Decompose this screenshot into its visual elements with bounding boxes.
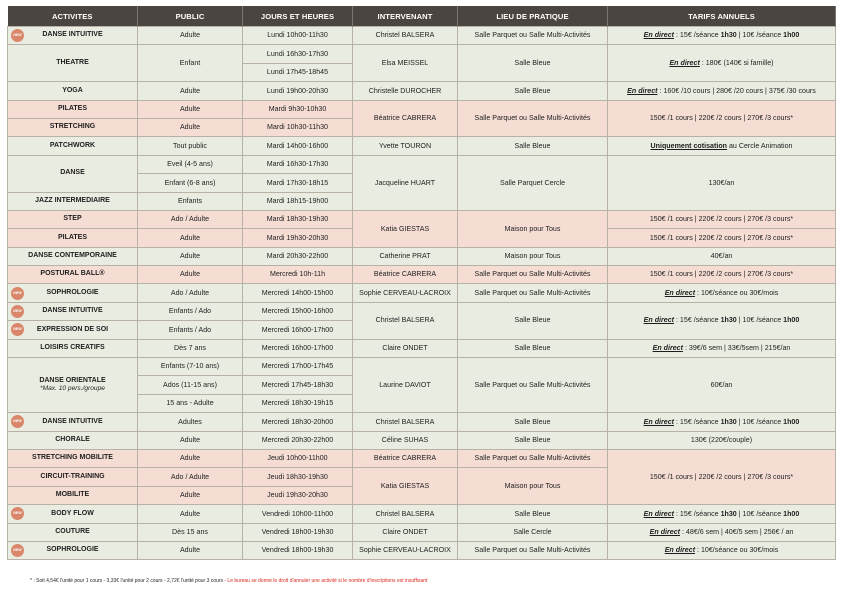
public-cell: Adulte bbox=[138, 266, 243, 284]
activity-cell: DANSE ORIENTALE *Max. 10 pers./groupe bbox=[8, 358, 138, 413]
time-cell: Lundi 16h30-17h30 bbox=[243, 45, 353, 63]
table-row bbox=[8, 100, 836, 118]
activity-cell: CHORALE bbox=[8, 431, 138, 449]
location-cell: Salle Bleue bbox=[458, 302, 608, 339]
price-cell: 150€ /1 cours | 220€ /2 cours | 270€ /3 cours* bbox=[608, 229, 836, 247]
instructor-cell: Catherine PRAT bbox=[353, 247, 458, 265]
public-cell: Enfants (7-10 ans) bbox=[138, 358, 243, 376]
new-badge-icon: NEW bbox=[11, 29, 24, 42]
time-cell: Mercredi 20h30-22h00 bbox=[243, 431, 353, 449]
public-cell: Enfant (6-8 ans) bbox=[138, 174, 243, 192]
price-cell: En direct : 15€ /séance 1h30 | 10€ /séance 1h00 bbox=[608, 27, 836, 45]
activity-cell: NEW DANSE INTUITIVE bbox=[8, 413, 138, 431]
activity-cell: THEATRE bbox=[8, 45, 138, 82]
price-cell: En direct : 48€/6 sem | 40€/5 sem | 256€ / an bbox=[608, 523, 836, 541]
instructor-cell: Christelle DUROCHER bbox=[353, 82, 458, 100]
price-cell: En direct : 39€/6 sem | 33€/5sem | 215€/an bbox=[608, 339, 836, 357]
activity-cell: NEW EXPRESSION DE SOI bbox=[8, 321, 138, 339]
table-row bbox=[8, 266, 836, 284]
public-cell: Ado / Adulte bbox=[138, 284, 243, 302]
instructor-cell: Béatrice CABRERA bbox=[353, 449, 458, 467]
time-cell: Vendredi 18h00-19h30 bbox=[243, 541, 353, 559]
activity-cell: POSTURAL BALL® bbox=[8, 266, 138, 284]
time-cell: Lundi 19h00-20h30 bbox=[243, 82, 353, 100]
public-cell: Enfant bbox=[138, 45, 243, 82]
table-row bbox=[8, 358, 836, 376]
time-cell: Mardi 18h30-19h30 bbox=[243, 210, 353, 228]
public-cell: Adulte bbox=[138, 505, 243, 523]
time-cell: Lundi 17h45-18h45 bbox=[243, 63, 353, 81]
time-cell: Mardi 18h15-19h00 bbox=[243, 192, 353, 210]
activity-cell: PILATES bbox=[8, 229, 138, 247]
time-cell: Mercredi 18h30-20h00 bbox=[243, 413, 353, 431]
public-cell: Adulte bbox=[138, 82, 243, 100]
time-cell: Mardi 17h30-18h15 bbox=[243, 174, 353, 192]
price-cell: En direct : 10€/séance ou 30€/mois bbox=[608, 541, 836, 559]
location-cell: Salle Bleue bbox=[458, 82, 608, 100]
activity-cell: NEW DANSE INTUITIVE bbox=[8, 302, 138, 320]
instructor-cell: Elsa MEISSEL bbox=[353, 45, 458, 82]
public-cell: Adulte bbox=[138, 229, 243, 247]
activity-cell: NEW SOPHROLOGIE bbox=[8, 541, 138, 559]
public-cell: Dès 15 ans bbox=[138, 523, 243, 541]
time-cell: Mercredi 16h00-17h00 bbox=[243, 339, 353, 357]
header-public: PUBLIC bbox=[138, 6, 243, 27]
location-cell: Salle Parquet ou Salle Multi-Activités bbox=[458, 27, 608, 45]
location-cell: Salle Parquet ou Salle Multi-Activités bbox=[458, 541, 608, 559]
public-cell: Adulte bbox=[138, 431, 243, 449]
instructor-cell: Katia GIESTAS bbox=[353, 468, 458, 505]
public-cell: 15 ans - Adulte bbox=[138, 394, 243, 412]
table-row bbox=[8, 302, 836, 320]
activity-cell: MOBILITE bbox=[8, 486, 138, 504]
location-cell: Maison pour Tous bbox=[458, 210, 608, 247]
instructor-cell: Céline SUHAS bbox=[353, 431, 458, 449]
time-cell: Mardi 14h00-16h00 bbox=[243, 137, 353, 155]
time-cell: Jeudi 19h30-20h30 bbox=[243, 486, 353, 504]
price-cell: En direct : 15€ /séance 1h30 | 10€ /séance 1h00 bbox=[608, 302, 836, 339]
price-cell: Uniquement cotisation au Cercle Animation bbox=[608, 137, 836, 155]
public-cell: Adultes bbox=[138, 413, 243, 431]
time-cell: Mercredi 18h30-19h15 bbox=[243, 394, 353, 412]
activity-cell: NEW BODY FLOW bbox=[8, 505, 138, 523]
footnote-warning: - Le bureau se donne le droit d'annuler une activité si le nombre d'inscriptions est insuffisant bbox=[222, 578, 428, 584]
table-row bbox=[8, 431, 836, 449]
header-intervenant: INTERVENANT bbox=[353, 6, 458, 27]
price-cell: 150€ /1 cours | 220€ /2 cours | 270€ /3 cours* bbox=[608, 210, 836, 228]
new-badge-icon: NEW bbox=[11, 544, 24, 557]
table-row bbox=[8, 137, 836, 155]
time-cell: Mercredi 15h00-16h00 bbox=[243, 302, 353, 320]
price-cell: 130€/an bbox=[608, 155, 836, 210]
instructor-cell: Christel BALSERA bbox=[353, 413, 458, 431]
public-cell: Enfants / Ado bbox=[138, 302, 243, 320]
time-cell: Jeudi 10h00-11h00 bbox=[243, 449, 353, 467]
instructor-cell: Claire ONDET bbox=[353, 523, 458, 541]
public-cell: Eveil (4-5 ans) bbox=[138, 155, 243, 173]
time-cell: Mercredi 17h45-18h30 bbox=[243, 376, 353, 394]
instructor-cell: Katia GIESTAS bbox=[353, 210, 458, 247]
public-cell: Adulte bbox=[138, 486, 243, 504]
public-cell: Tout public bbox=[138, 137, 243, 155]
table-row bbox=[8, 413, 836, 431]
activity-cell: STRETCHING MOBILITE bbox=[8, 449, 138, 467]
public-cell: Dès 7 ans bbox=[138, 339, 243, 357]
price-cell: 150€ /1 cours | 220€ /2 cours | 270€ /3 cours* bbox=[608, 266, 836, 284]
time-cell: Vendredi 10h00-11h00 bbox=[243, 505, 353, 523]
instructor-cell: Jacqueline HUART bbox=[353, 155, 458, 210]
footnote bbox=[30, 578, 427, 584]
table-row bbox=[8, 541, 836, 559]
instructor-cell: Béatrice CABRERA bbox=[353, 100, 458, 137]
public-cell: Adulte bbox=[138, 541, 243, 559]
location-cell: Salle Bleue bbox=[458, 431, 608, 449]
table-row bbox=[8, 505, 836, 523]
activity-cell: LOISIRS CREATIFS bbox=[8, 339, 138, 357]
footnote-main: * : Soit 4,54€ l'unité pour 1 cours - 3,33€ l'unité pour 2 cours - 2,72€ l'unité pour 3 cours bbox=[30, 578, 223, 584]
instructor-cell: Béatrice CABRERA bbox=[353, 266, 458, 284]
public-cell: Adulte bbox=[138, 118, 243, 136]
location-cell: Salle Parquet ou Salle Multi-Activités bbox=[458, 266, 608, 284]
public-cell: Adulte bbox=[138, 100, 243, 118]
location-cell: Maison pour Tous bbox=[458, 247, 608, 265]
table-row bbox=[8, 523, 836, 541]
header-lieu: LIEU DE PRATIQUE bbox=[458, 6, 608, 27]
new-badge-icon: NEW bbox=[11, 507, 24, 520]
public-cell: Adulte bbox=[138, 247, 243, 265]
public-cell: Ados (11-15 ans) bbox=[138, 376, 243, 394]
table-row bbox=[8, 449, 836, 467]
price-cell: En direct : 15€ /séance 1h30 | 10€ /séance 1h00 bbox=[608, 413, 836, 431]
table-row bbox=[8, 210, 836, 228]
public-cell: Adulte bbox=[138, 27, 243, 45]
price-cell: En direct : 180€ (140€ si famille) bbox=[608, 45, 836, 82]
price-cell: 130€ (220€/couple) bbox=[608, 431, 836, 449]
time-cell: Lundi 10h00-11h30 bbox=[243, 27, 353, 45]
price-cell: En direct : 10€/séance ou 30€/mois bbox=[608, 284, 836, 302]
location-cell: Maison pour Tous bbox=[458, 468, 608, 505]
activity-cell: COUTURE bbox=[8, 523, 138, 541]
time-cell: Mardi 19h30-20h30 bbox=[243, 229, 353, 247]
activity-cell: PILATES bbox=[8, 100, 138, 118]
instructor-cell: Yvette TOURON bbox=[353, 137, 458, 155]
time-cell: Mercredi 14h00-15h00 bbox=[243, 284, 353, 302]
location-cell: Salle Bleue bbox=[458, 339, 608, 357]
header-row bbox=[8, 6, 836, 27]
instructor-cell: Christel BALSERA bbox=[353, 27, 458, 45]
location-cell: Salle Bleue bbox=[458, 45, 608, 82]
time-cell: Mercredi 16h00-17h00 bbox=[243, 321, 353, 339]
table-row bbox=[8, 339, 836, 357]
activity-cell: CIRCUIT-TRAINING bbox=[8, 468, 138, 486]
location-cell: Salle Bleue bbox=[458, 505, 608, 523]
activity-cell: DANSE CONTEMPORAINE bbox=[8, 247, 138, 265]
price-cell: 40€/an bbox=[608, 247, 836, 265]
new-badge-icon: NEW bbox=[11, 287, 24, 300]
activity-cell: NEW SOPHROLOGIE bbox=[8, 284, 138, 302]
activity-cell: YOGA bbox=[8, 82, 138, 100]
location-cell: Salle Parquet ou Salle Multi-Activités bbox=[458, 449, 608, 467]
header-jours: JOURS ET HEURES bbox=[243, 6, 353, 27]
price-cell: En direct : 15€ /séance 1h30 | 10€ /séance 1h00 bbox=[608, 505, 836, 523]
instructor-cell: Sophie CERVEAU-LACROIX bbox=[353, 284, 458, 302]
header-activites: ACTIVITES bbox=[8, 6, 138, 27]
activity-cell: STEP bbox=[8, 210, 138, 228]
table-row bbox=[8, 284, 836, 302]
table-row bbox=[8, 45, 836, 63]
schedule-table bbox=[7, 6, 836, 560]
time-cell: Mardi 10h30-11h30 bbox=[243, 118, 353, 136]
public-cell: Ado / Adulte bbox=[138, 210, 243, 228]
instructor-cell: Sophie CERVEAU-LACROIX bbox=[353, 541, 458, 559]
new-badge-icon: NEW bbox=[11, 305, 24, 318]
price-cell: 150€ /1 cours | 220€ /2 cours | 270€ /3 cours* bbox=[608, 449, 836, 504]
table-row bbox=[8, 247, 836, 265]
table-row bbox=[8, 155, 836, 173]
activity-cell: STRETCHING bbox=[8, 118, 138, 136]
activity-cell: JAZZ INTERMEDIAIRE bbox=[8, 192, 138, 210]
instructor-cell: Claire ONDET bbox=[353, 339, 458, 357]
instructor-cell: Laurine DAVIOT bbox=[353, 358, 458, 413]
location-cell: Salle Parquet Cercle bbox=[458, 155, 608, 210]
location-cell: Salle Cercle bbox=[458, 523, 608, 541]
new-badge-icon: NEW bbox=[11, 415, 24, 428]
activity-note: *Max. 10 pers./groupe bbox=[40, 385, 105, 393]
time-cell: Vendredi 18h00-19h30 bbox=[243, 523, 353, 541]
price-cell: 150€ /1 cours | 220€ /2 cours | 270€ /3 cours* bbox=[608, 100, 836, 137]
activity-cell: NEW DANSE INTUITIVE bbox=[8, 27, 138, 45]
public-cell: Adulte bbox=[138, 449, 243, 467]
table-row bbox=[8, 82, 836, 100]
location-cell: Salle Parquet ou Salle Multi-Activités bbox=[458, 284, 608, 302]
public-cell: Enfants / Ado bbox=[138, 321, 243, 339]
activity-cell: DANSE bbox=[8, 155, 138, 192]
time-cell: Jeudi 18h30-19h30 bbox=[243, 468, 353, 486]
public-cell: Enfants bbox=[138, 192, 243, 210]
header-tarifs: TARIFS ANNUELS bbox=[608, 6, 836, 27]
location-cell: Salle Parquet ou Salle Multi-Activités bbox=[458, 358, 608, 413]
time-cell: Mardi 16h30-17h30 bbox=[243, 155, 353, 173]
location-cell: Salle Parquet ou Salle Multi-Activités bbox=[458, 100, 608, 137]
activity-cell: PATCHWORK bbox=[8, 137, 138, 155]
time-cell: Mercredi 10h-11h bbox=[243, 266, 353, 284]
time-cell: Mardi 9h30-10h30 bbox=[243, 100, 353, 118]
instructor-cell: Christel BALSERA bbox=[353, 302, 458, 339]
location-cell: Salle Bleue bbox=[458, 137, 608, 155]
time-cell: Mardi 20h30-22h00 bbox=[243, 247, 353, 265]
location-cell: Salle Bleue bbox=[458, 413, 608, 431]
price-cell: En direct : 160€ /10 cours | 280€ /20 cours | 375€ /30 cours bbox=[608, 82, 836, 100]
table-row bbox=[8, 27, 836, 45]
price-cell: 60€/an bbox=[608, 358, 836, 413]
instructor-cell: Christel BALSERA bbox=[353, 505, 458, 523]
public-cell: Ado / Adulte bbox=[138, 468, 243, 486]
new-badge-icon: NEW bbox=[11, 323, 24, 336]
time-cell: Mercredi 17h00-17h45 bbox=[243, 358, 353, 376]
